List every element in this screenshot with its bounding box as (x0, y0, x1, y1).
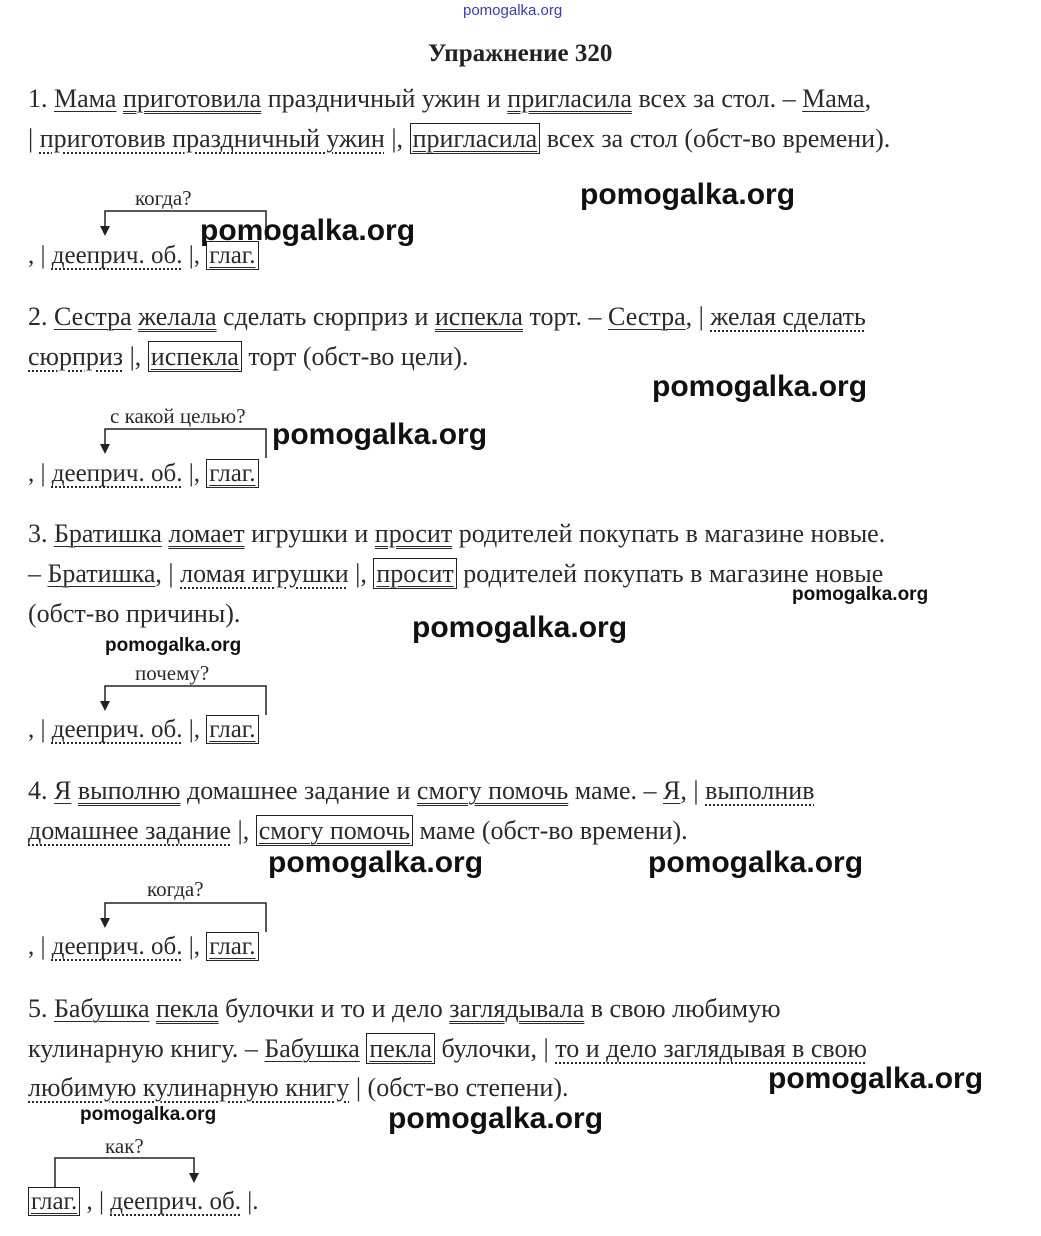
watermark: pomogalka.org (200, 214, 416, 247)
watermark: pomogalka.org (268, 846, 484, 879)
item-3-line-1: 3. Братишка ломает игрушки и просит родителей покупать в магазине новые. (28, 519, 886, 548)
item-2-question: с какой целью? (110, 404, 246, 428)
item-5-schema: глаг. , | дееприч. об. |. (28, 1188, 259, 1216)
item-1-line-2: | приготовив праздничный ужин |, пригласила всех за стол (обст-во времени). (28, 124, 891, 153)
item-5-line-2: кулинарную книгу. – Бабушка пекла булочки, | то и дело заглядывая в свою (28, 1034, 867, 1063)
site-header[interactable]: pomogalka.org (463, 2, 563, 19)
item-3-line-3: (обст-во причины). (28, 599, 241, 628)
item-4-line-1: 4. Я выполню домашнее задание и смогу помочь маме. – Я, | выполнив (28, 776, 815, 805)
watermark: pomogalka.org (272, 418, 488, 451)
watermark: pomogalka.org (412, 611, 628, 644)
watermark: pomogalka.org (80, 1104, 217, 1125)
watermark: pomogalka.org (792, 584, 929, 605)
item-3-schema: , | дееприч. об. |, глаг. (28, 716, 259, 744)
watermark: pomogalka.org (580, 178, 796, 211)
item-1-question: когда? (135, 186, 192, 210)
item-5-line-3: любимую кулинарную книгу | (обст-во степени). (28, 1073, 569, 1102)
watermark: pomogalka.org (388, 1102, 604, 1135)
item-2-schema: , | дееприч. об. |, глаг. (28, 460, 259, 488)
item-4-line-2: домашнее задание |, смогу помочь маме (обст-во времени). (28, 816, 688, 845)
watermark: pomogalka.org (648, 846, 864, 879)
watermark: pomogalka.org (652, 370, 868, 403)
item-3-line-2: – Братишка, | ломая игрушки |, просит родителей покупать в магазине новые (28, 559, 884, 588)
watermark: pomogalka.org (105, 635, 242, 656)
item-2-line-2: сюрприз |, испекла торт (обст-во цели). (28, 342, 469, 371)
item-3-question: почему? (135, 661, 210, 685)
item-4-schema: , | дееприч. об. |, глаг. (28, 933, 259, 961)
item-1-schema: , | дееприч. об. |, глаг. (28, 242, 259, 270)
item-5-question: как? (105, 1134, 144, 1158)
item-1-line-1: 1. Мама приготовила праздничный ужин и пригласила всех за стол. – Мама, (28, 84, 872, 113)
item-5-line-1: 5. Бабушка пекла булочки и то и дело заглядывала в свою любимую (28, 994, 781, 1023)
item-2-line-1: 2. Сестра желала сделать сюрприз и испекла торт. – Сестра, | желая сделать (28, 302, 866, 331)
exercise-title: Упражнение 320 (428, 40, 613, 67)
watermark: pomogalka.org (768, 1062, 984, 1095)
item-4-question: когда? (147, 877, 204, 901)
